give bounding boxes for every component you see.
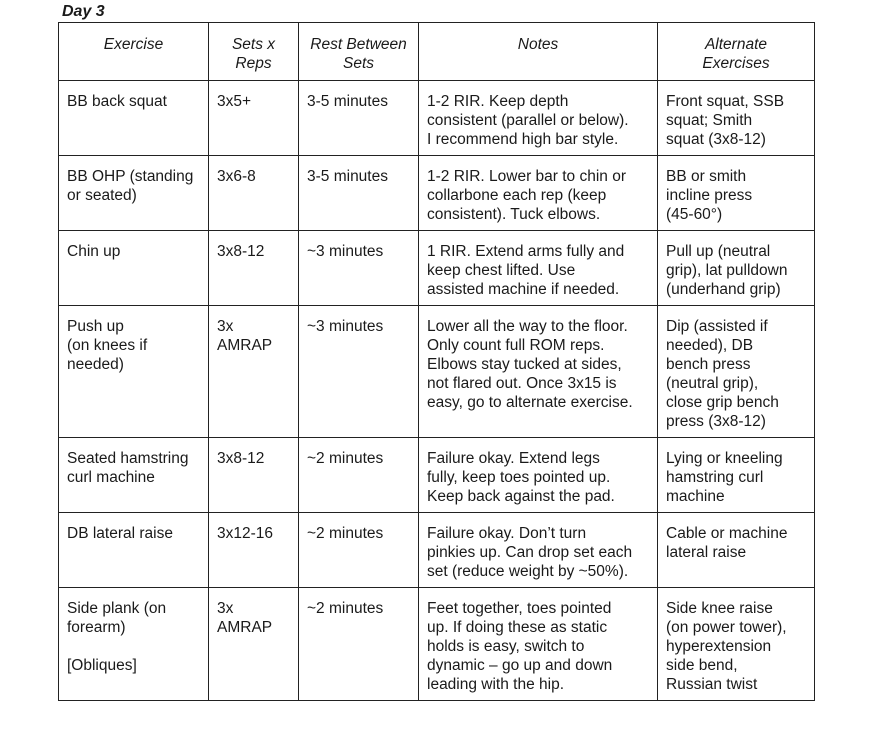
alternates-cell: Front squat, SSB squat; Smith squat (3x8-12) (658, 81, 815, 156)
exercise-cell: Seated hamstring curl machine (59, 438, 209, 513)
header-exercise: Exercise (59, 23, 209, 81)
table-row (59, 231, 815, 306)
alternates-cell: Cable or machine lateral raise (658, 513, 815, 588)
header-row (59, 23, 815, 81)
notes-cell: Feet together, toes pointed up. If doing these as static holds is easy, switch to dynamic – go up and down leading with the hip. (419, 588, 658, 701)
day-title: Day 3 (62, 3, 105, 20)
header-sets-reps: Sets x Reps (209, 23, 299, 81)
header-alternates: Alternate Exercises (658, 23, 815, 81)
workout-table (58, 22, 815, 701)
table-row (59, 438, 815, 513)
alternates-cell: Dip (assisted if needed), DB bench press (neutral grip), close grip bench press (3x8-12) (658, 306, 815, 438)
alternates-cell: Pull up (neutral grip), lat pulldown (underhand grip) (658, 231, 815, 306)
sets-reps-cell: 3x6-8 (209, 156, 299, 231)
sets-reps-cell: 3x8-12 (209, 231, 299, 306)
exercise-cell: Chin up (59, 231, 209, 306)
rest-cell: ~2 minutes (299, 513, 419, 588)
table-row (59, 513, 815, 588)
rest-cell: 3-5 minutes (299, 156, 419, 231)
rest-cell: 3-5 minutes (299, 81, 419, 156)
notes-cell: 1-2 RIR. Keep depth consistent (parallel or below). I recommend high bar style. (419, 81, 658, 156)
notes-cell: Failure okay. Don’t turn pinkies up. Can drop set each set (reduce weight by ~50%). (419, 513, 658, 588)
sets-reps-cell: 3x AMRAP (209, 588, 299, 701)
exercise-cell: BB back squat (59, 81, 209, 156)
sets-reps-cell: 3x12-16 (209, 513, 299, 588)
sets-reps-cell: 3x8-12 (209, 438, 299, 513)
notes-cell: Lower all the way to the floor. Only count full ROM reps. Elbows stay tucked at sides, not flared out. Once 3x15 is easy, go to alternate exercise. (419, 306, 658, 438)
sets-reps-cell: 3x AMRAP (209, 306, 299, 438)
alternates-cell: Side knee raise (on power tower), hyperextension side bend, Russian twist (658, 588, 815, 701)
exercise-note: [Obliques] (67, 657, 137, 674)
exercise-cell: Push up (on knees if needed) (59, 306, 209, 438)
exercise-cell: Side plank (on forearm) [Obliques] (59, 588, 209, 701)
notes-cell: 1-2 RIR. Lower bar to chin or collarbone each rep (keep consistent). Tuck elbows. (419, 156, 658, 231)
notes-cell: Failure okay. Extend legs fully, keep toes pointed up. Keep back against the pad. (419, 438, 658, 513)
notes-cell: 1 RIR. Extend arms fully and keep chest lifted. Use assisted machine if needed. (419, 231, 658, 306)
table-row (59, 306, 815, 438)
rest-cell: ~2 minutes (299, 588, 419, 701)
exercise-cell: DB lateral raise (59, 513, 209, 588)
rest-cell: ~3 minutes (299, 231, 419, 306)
line-gap (67, 637, 202, 656)
header-rest: Rest Between Sets (299, 23, 419, 81)
header-notes: Notes (419, 23, 658, 81)
exercise-cell: BB OHP (standing or seated) (59, 156, 209, 231)
alternates-cell: BB or smith incline press (45-60°) (658, 156, 815, 231)
table-row (59, 588, 815, 701)
rest-cell: ~2 minutes (299, 438, 419, 513)
table-row (59, 156, 815, 231)
alternates-cell: Lying or kneeling hamstring curl machine (658, 438, 815, 513)
rest-cell: ~3 minutes (299, 306, 419, 438)
sets-reps-cell: 3x5+ (209, 81, 299, 156)
table-row (59, 81, 815, 156)
